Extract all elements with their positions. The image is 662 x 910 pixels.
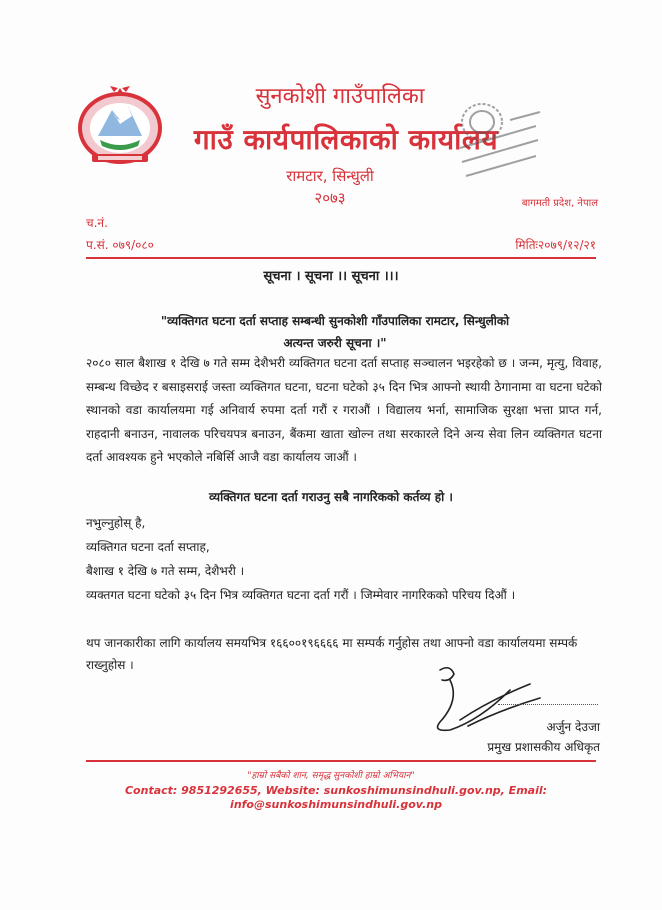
reference-number-label: च.नं. — [86, 216, 108, 230]
signatory-name: अर्जुन देउजा — [546, 720, 600, 734]
established-year: २०७३ — [314, 189, 346, 207]
footer-divider — [86, 760, 596, 762]
footer-slogan: "हाम्रो सबैको शान, समृद्ध सुनकोशी हाम्रो अभियान" — [247, 771, 415, 781]
government-emblem-icon — [70, 80, 170, 168]
notice-body: २०८० साल बैशाख १ देखि ७ गते सम्म देशैभरी व्यक्तिगत घटना दर्ता सप्ताह सञ्चालन भइरहेको छ । जन्म, मृत्यु, विवाह, सम्बन्ध विच्छेद र बसाइसराई जस्ता व्यक्तिगत घटना, घटना घटेको ३५ दिन भित्र आफ्नो स्थायी ठेगानामा वा घटना घटेको स्थानको वडा कार्यालयमा गई अनिवार्य रुपमा दर्ता गरौं र गराऔं । विद्यालय भर्ना, सामाजिक सुरक्षा भत्ता प्राप्त गर्न, राहदानी बनाउन, नावालक परिचयपत्र बनाउन, बैंकमा खाता खोल्न तथा सरकारले दिने अन्य सेवा लिन व्यक्तिगत घटना दर्ता आवश्यक हुने भएकोले नबिर्सि आजै वडा कार्यालय जाऔं । — [86, 356, 602, 464]
reminder-line-2: व्यक्तिगत घटना दर्ता सप्ताह, — [86, 540, 210, 554]
footer-contact-line-1: Contact: 9851292655, Website: sunkoshimunsindhuli.gov.np, Email: — [124, 784, 548, 797]
signature-line — [498, 704, 598, 705]
subject-line-2: अत्यन्त जरुरी सूचना ।" — [283, 336, 387, 350]
municipality-name: सुनकोशी गाउँपालिका — [255, 84, 425, 109]
province-label: बागमती प्रदेश, नेपाल — [521, 198, 598, 209]
reminder-line-3: बैशाख १ देखि ७ गते सम्म, देशैभरी । — [86, 564, 245, 578]
footer-contact-line-2: info@sunkoshimunsindhuli.gov.np — [230, 798, 442, 811]
header-divider — [86, 257, 596, 259]
reminder-line-1: नभुल्नुहोस् है, — [86, 516, 146, 530]
office-address: रामटार, सिन्धुली — [286, 167, 374, 185]
notice-heading: सूचना । सूचना ।। सूचना ।।। — [263, 269, 399, 284]
notice-date: मितिः२०७९/१२/२१ — [515, 238, 596, 252]
duty-statement: व्यक्तिगत घटना दर्ता गराउनु सबै नागरिकको कर्तव्य हो । — [209, 490, 453, 504]
fiscal-year: प.सं. ०७९/०८० — [86, 238, 154, 252]
office-seal-stamp-icon — [440, 92, 550, 192]
signatory-title: प्रमुख प्रशासकीय अधिकृत — [487, 740, 600, 754]
notice-subject — [120, 310, 550, 354]
subject-line-1: "व्यक्तिगत घटना दर्ता सप्ताह सम्बन्धी सुनकोशी गाँउपालिका रामटार, सिन्धुलीको — [160, 314, 510, 328]
reminder-line-4: व्यक्तगत घटना घटेको ३५ दिन भित्र व्यक्तिगत घटना दर्ता गरौं । जिम्मेवार नागरिकको परिचय दिऔं । — [86, 588, 516, 602]
contact-paragraph: थप जानकारीका लागि कार्यालय समयभित्र १६६००१९६६६६ मा सम्पर्क गर्नुहोस तथा आफ्नो वडा कार्यालयमा सम्पर्क राख्नुहोस । — [86, 636, 578, 672]
office-title: गाउँ कार्यपालिकाको कार्यालय — [193, 123, 499, 156]
